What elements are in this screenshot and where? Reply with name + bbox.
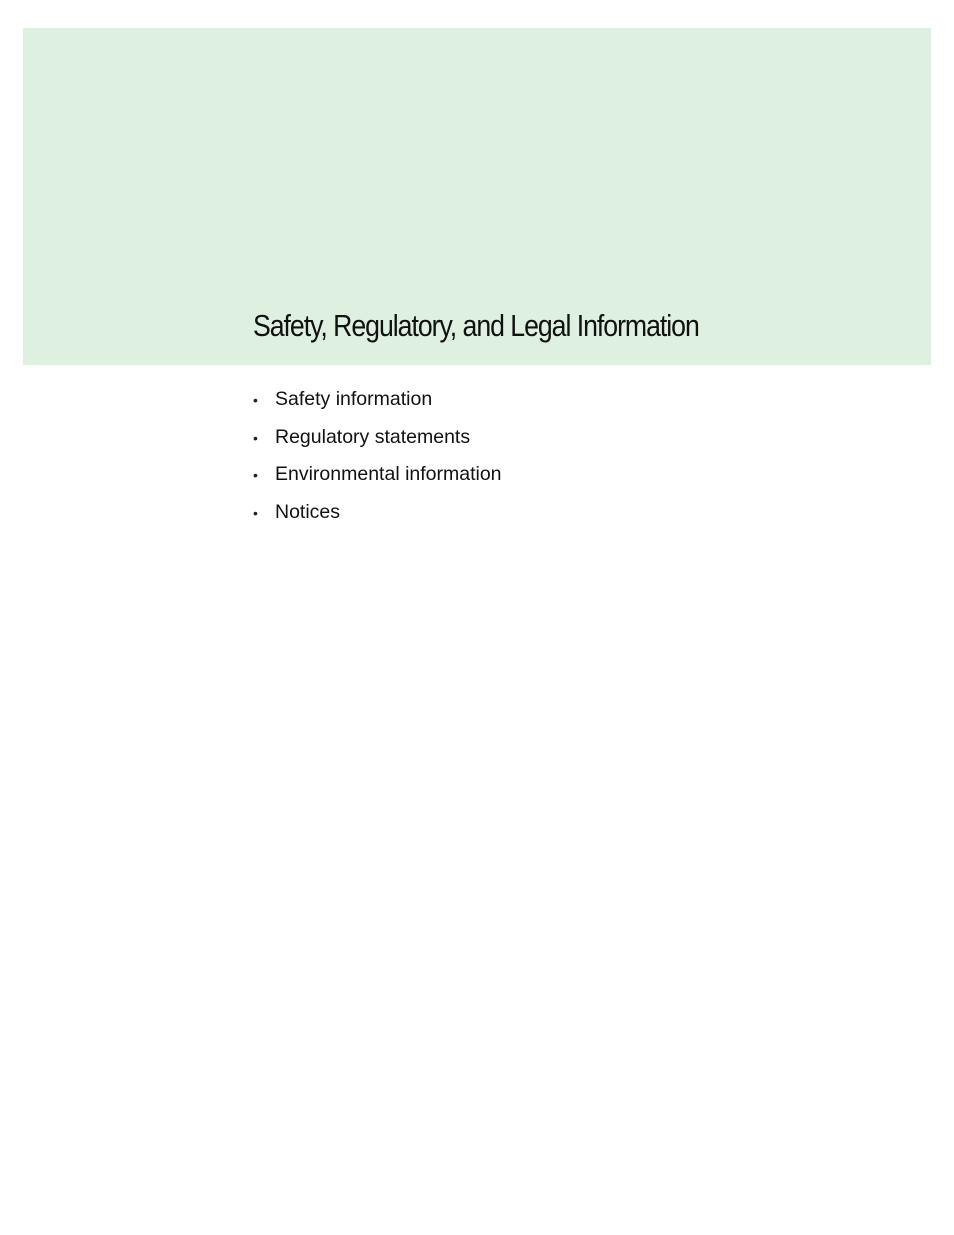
bullet-icon: • bbox=[253, 392, 258, 408]
topic-label: Environmental information bbox=[275, 463, 502, 485]
topic-label: Safety information bbox=[275, 388, 433, 410]
bullet-icon: • bbox=[253, 429, 258, 446]
topic-item-safety bbox=[253, 382, 502, 420]
bullet-icon: • bbox=[253, 504, 258, 521]
chapter-topic-list bbox=[253, 382, 502, 532]
topic-label: Regulatory statements bbox=[275, 425, 471, 448]
topic-item-regulatory bbox=[253, 420, 502, 458]
chapter-title: Safety, Regulatory, and Legal Information bbox=[253, 308, 699, 343]
topic-label: Notices bbox=[275, 500, 341, 523]
topic-item-notices bbox=[253, 495, 502, 533]
topic-item-environmental bbox=[253, 457, 502, 495]
bullet-icon: • bbox=[253, 467, 258, 483]
